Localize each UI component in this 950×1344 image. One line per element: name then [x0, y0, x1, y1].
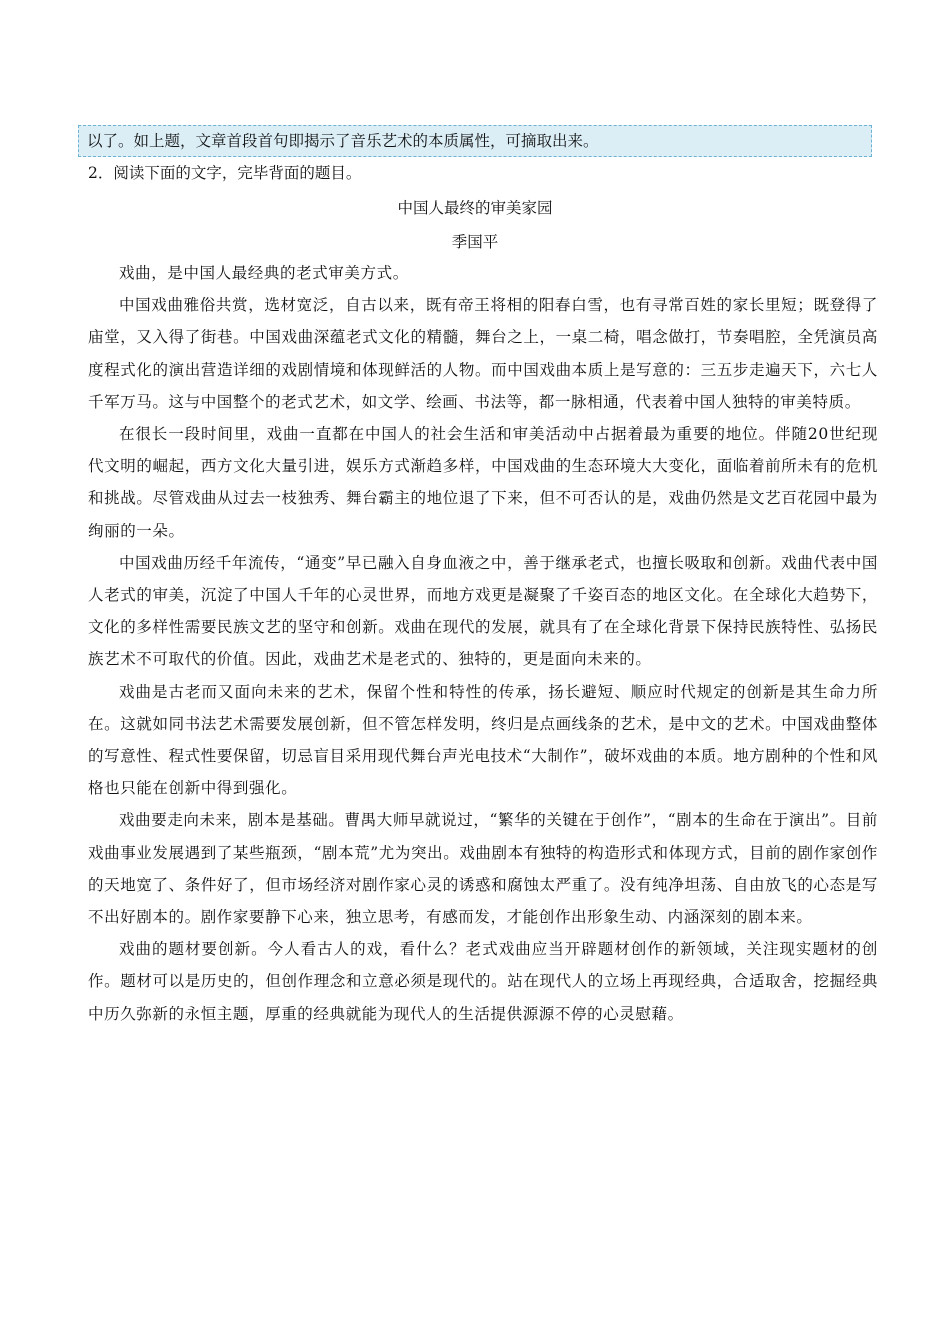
- paragraph-2: 中国戏曲雅俗共赏，选材宽泛，自古以来，既有帝王将相的阳春白雪，也有寻常百姓的家长里短；既登得了庙堂，又入得了街巷。中国戏曲深蕴老式文化的精髓，舞台之上，一桌二椅，唱念做打，节奏唱腔，全凭演员高度程式化的演出营造详细的戏剧情境和体现鲜活的人物。而中国戏曲本质上是写意的：三五步走遍天下，六七人千军万马。这与中国整个的老式艺术，如文学、绘画、书法等，都一脉相通，代表着中国人独特的审美特质。: [88, 296, 878, 411]
- article-body: [88, 257, 878, 1030]
- paragraph-5: 戏曲是古老而又面向未来的艺术，保留个性和特性的传承，扬长避短、顺应时代规定的创新是其生命力所在。这就如同书法艺术需要发展创新，但不管怎样发明，终归是点画线条的艺术，是中文的艺术。中国戏曲整体的写意性、程式性要保留，切忌盲目采用现代舞台声光电技术“大制作”，破坏戏曲的本质。地方剧种的个性和风格也只能在创新中得到强化。: [88, 682, 878, 798]
- answer-note-box: [78, 125, 872, 157]
- article-author: 季国平: [451, 233, 499, 251]
- paragraph-1: 戏曲，是中国人最经典的老式审美方式。: [119, 264, 409, 282]
- article-title: 中国人最终的审美家园: [397, 199, 553, 217]
- question-prompt: 2．阅读下面的文字，完毕背面的题目。: [88, 164, 362, 182]
- paragraph-4: 中国戏曲历经千年流传，“通变”早已融入自身血液之中，善于继承老式，也擅长吸取和创新。戏曲代表中国人老式的审美，沉淀了中国人千年的心灵世界，而地方戏更是凝聚了千姿百态的地区文化。在全球化大趋势下，文化的多样性需要民族文艺的坚守和创新。戏曲在现代的发展，就具有了在全球化背景下保持民族特性、弘扬民族艺术不可取代的价值。因此，戏曲艺术是老式的、独特的，更是面向未来的。: [88, 553, 878, 669]
- answer-note-text: 以了。如上题，文章首段首句即揭示了音乐艺术的本质属性，可摘取出来。: [87, 132, 599, 150]
- paragraph-3: 在很长一段时间里，戏曲一直都在中国人的社会生活和审美活动中占据着最为重要的地位。伴随20世纪现代文明的崛起，西方文化大量引进，娱乐方式渐趋多样，中国戏曲的生态环境大大变化，面临着前所未有的危机和挑战。尽管戏曲从过去一枝独秀、舞台霸主的地位退了下来，但不可否认的是，戏曲仍然是文艺百花园中最为绚丽的一朵。: [88, 425, 878, 540]
- paragraph-6: 戏曲要走向未来，剧本是基础。曹禺大师早就说过，“繁华的关键在于创作”，“剧本的生命在于演出”。目前戏曲事业发展遇到了某些瓶颈，“剧本荒”尤为突出。戏曲剧本有独特的构造形式和体现方式，目前的剧作家创作的天地宽了、条件好了，但市场经济对剧作家心灵的诱惑和腐蚀太严重了。没有纯净坦荡、自由放飞的心态是写不出好剧本的。剧作家要静下心来，独立思考，有感而发，才能创作出形象生动、内涵深刻的剧本来。: [88, 811, 878, 927]
- paragraph-7: 戏曲的题材要创新。今人看古人的戏，看什么？老式戏曲应当开辟题材创作的新领域，关注现实题材的创作。题材可以是历史的，但创作理念和立意必须是现代的。站在现代人的立场上再现经典，合适取舍，挖掘经典中历久弥新的永恒主题，厚重的经典就能为现代人的生活提供源源不停的心灵慰藉。: [88, 940, 878, 1023]
